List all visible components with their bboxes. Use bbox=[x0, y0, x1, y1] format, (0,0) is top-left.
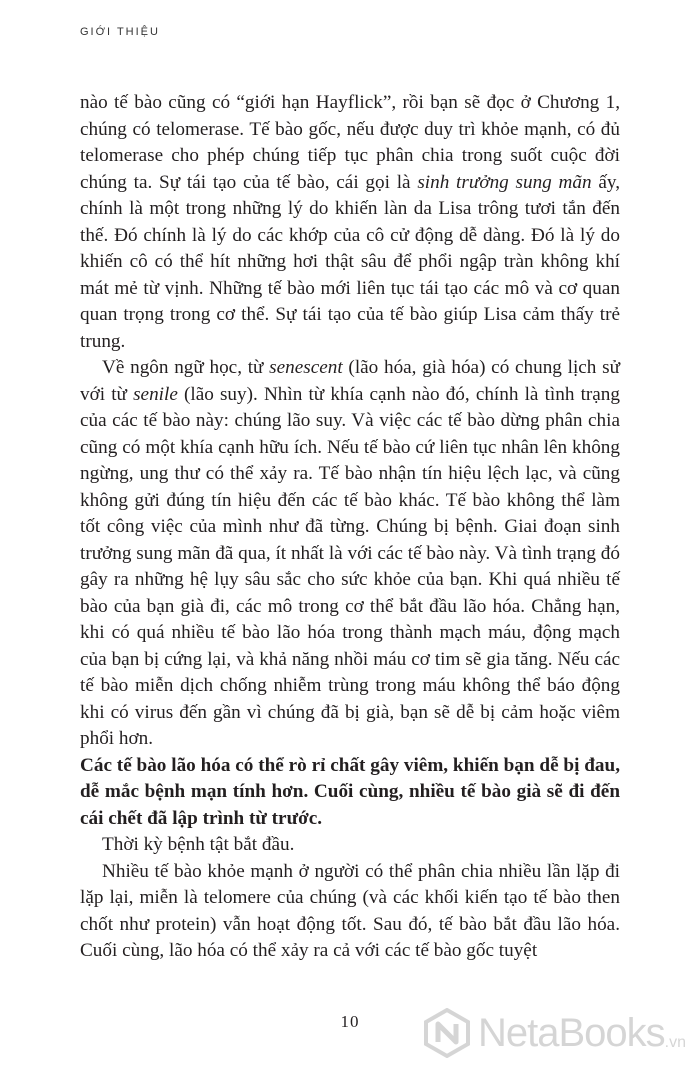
paragraph-5: Nhiều tế bào khỏe mạnh ở người có thể phân chia nhiều lần lặp đi lặp lại, miễn là telomere của chúng (và các khối kiến tạo tế bào then chốt như protein) vẫn hoạt động tốt. Sau đó, tế bào bắt đầu lão hóa. Cuối cùng, lão hóa có thể xảy ra cả với các tế bào gốc tuyệt bbox=[80, 860, 620, 961]
paragraph-2: Về ngôn ngữ học, từ senescent (lão hóa, già hóa) có chung lịch sử với từ senile (lão suy). Nhìn từ khía cạnh nào đó, chính là tình trạng của các tế bào này: chúng lão suy. Và việc các tế bào dừng phân chia cũng có một khía cạnh hữu ích. Nếu tế bào cứ liên tục nhân lên không ngừng, ung thư có thể xảy ra. Tế bào nhận tín hiệu lệch lạc, và cũng không gửi đúng tín hiệu đến các tế bào khác. Tế bào không thể làm tốt công việc của mình như đã từng. Chúng bị bệnh. Giai đoạn sinh trưởng sung mãn đã qua, ít nhất là với các tế bào này. Và tình trạng đó gây ra những hệ lụy sâu sắc cho sức khỏe của bạn. Khi quá nhiều tế bào của bạn già đi, các mô trong cơ thể bắt đầu lão hóa. Chẳng hạn, khi có quá nhiều tế bào lão hóa trong thành mạch máu, động mạch của bạn bị cứng lại, và khả năng nhồi máu cơ tim sẽ gia tăng. Nếu các tế bào miễn dịch chống nhiễm trùng trong máu không thể báo động khi có virus đến gần vì chúng đã bị già, bạn sẽ dễ bị cảm hoặc viêm phổi hơn. bbox=[80, 357, 620, 749]
netabooks-logo-icon bbox=[422, 1008, 472, 1058]
paragraph-4: Thời kỳ bệnh tật bắt đầu. bbox=[102, 834, 295, 855]
paragraph-bold-highlight: Các tế bào lão hóa có thể rò rỉ chất gây viêm, khiến bạn dễ bị đau, dễ mắc bệnh mạn tính hơn. Cuối cùng, nhiều tế bào già sẽ đi đến cái chết đã lập trình từ trước. bbox=[80, 754, 620, 829]
watermark-brand: NetaBooks bbox=[477, 1010, 665, 1055]
page-number: 10 bbox=[340, 1012, 360, 1031]
running-head: GIỚI THIỆU bbox=[80, 26, 160, 38]
paragraph-1: nào tế bào cũng có “giới hạn Hayflick”, rồi bạn sẽ đọc ở Chương 1, chúng có telomerase. Tế bào gốc, nếu được duy trì khỏe mạnh, có đủ telomerase cho phép chúng tiếp tục phân chia trong suốt cuộc đời chúng ta. Sự tái tạo của tế bào, cái gọi là sinh trưởng sung mãn ấy, chính là một trong những lý do khiến làn da Lisa trông tươi tắn đến thế. Đó chính là lý do các khớp của cô cử động dễ dàng. Đó là lý do khiến cô có thể hít những hơi thật sâu để phổi ngập tràn không khí mát mẻ từ vịnh. Những tế bào mới liên tục tái tạo các mô và cơ quan quan trọng trong cơ thể. Sự tái tạo của tế bào giúp Lisa cảm thấy trẻ trung. bbox=[80, 92, 620, 352]
italic-term: senescent bbox=[269, 357, 343, 378]
watermark bbox=[422, 1008, 686, 1058]
italic-term: sinh trưởng sung mãn bbox=[417, 171, 592, 193]
italic-term: senile bbox=[133, 383, 178, 405]
body-text bbox=[80, 90, 620, 965]
watermark-suffix: .vn bbox=[664, 1034, 686, 1051]
